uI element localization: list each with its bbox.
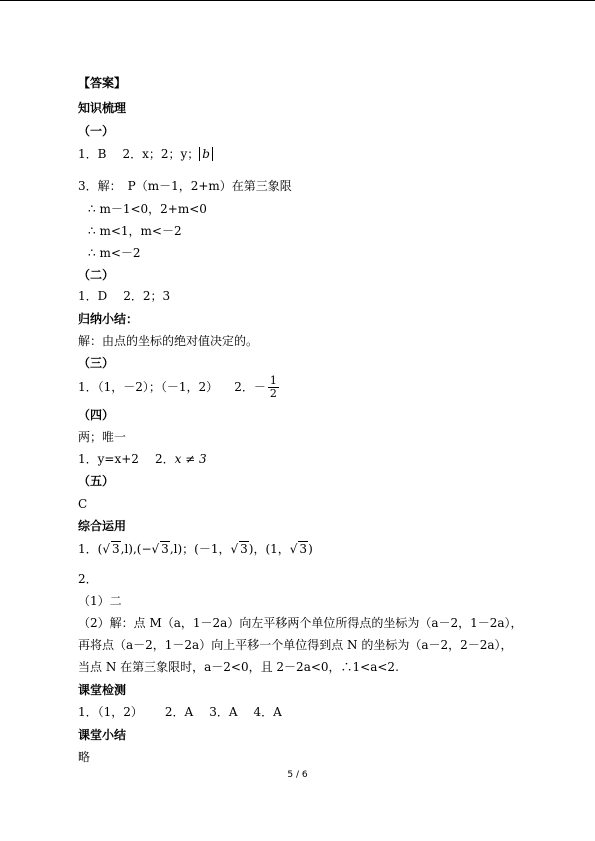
sqrt-value: 3 bbox=[111, 542, 120, 556]
check-answer-3: 3．A bbox=[209, 705, 238, 719]
expr-part: )，(1， bbox=[248, 542, 290, 556]
section-heading-class-summary: 课堂小结 bbox=[78, 728, 127, 742]
part4-answer-2: 2． bbox=[154, 452, 175, 466]
fraction-numerator: 1 bbox=[269, 374, 277, 387]
part-label-2: （二） bbox=[78, 268, 115, 282]
check-answer-1: 1．（1，2） bbox=[78, 705, 143, 719]
part-label-5: （五） bbox=[78, 474, 115, 488]
part2-answer-1: 1．D bbox=[78, 289, 108, 303]
fraction-denominator: 2 bbox=[269, 387, 277, 400]
sqrt-icon: √ bbox=[151, 542, 160, 556]
part3-answers bbox=[78, 375, 279, 400]
application-q2-2c: 当点 N 在第三象限时，a－2<0，且 2－2a<0，∴1<a<2. bbox=[78, 660, 399, 674]
section-heading-summary: 归纳小结： bbox=[78, 312, 139, 326]
inequality-expr: x ≠ 3 bbox=[174, 452, 207, 466]
check-answer-2: 2．A bbox=[164, 705, 194, 719]
part3-answer-2: 2．－ bbox=[234, 380, 266, 394]
sqrt-icon: √ bbox=[289, 542, 298, 556]
part5-answer: C bbox=[78, 497, 88, 511]
application-line-1 bbox=[78, 542, 313, 557]
answer-line-3: 3．解： P（m－1，2+m）在第三象限 bbox=[78, 179, 292, 193]
fraction-one-half bbox=[268, 375, 279, 400]
expr-part: ,l),(− bbox=[120, 542, 152, 556]
expr-part: 1．( bbox=[78, 542, 103, 556]
class-summary-text: 略 bbox=[78, 750, 91, 764]
section-heading-knowledge: 知识梳理 bbox=[78, 101, 127, 115]
section-heading-application: 综合运用 bbox=[78, 519, 127, 533]
check-answers bbox=[78, 705, 282, 720]
part4-answers bbox=[78, 452, 207, 467]
answers-heading: 【答案】 bbox=[78, 76, 127, 90]
answer-1-1: 1．B bbox=[78, 147, 107, 161]
application-q2-1: （1）二 bbox=[78, 594, 122, 608]
part-label-4: （四） bbox=[78, 408, 115, 422]
abs-b: b bbox=[199, 147, 213, 161]
sqrt-icon: √ bbox=[102, 542, 110, 556]
part-label-3: （三） bbox=[78, 356, 115, 370]
sqrt-value: 3 bbox=[161, 542, 169, 556]
application-q2-2b: 再将点（a－2，1－2a）向上平移一个单位得到点 N 的坐标为（a－2，2－2a）， bbox=[78, 638, 513, 652]
page-number: 5 / 6 bbox=[287, 770, 308, 780]
top-border-line bbox=[0, 0, 595, 1]
part-label-1: （一） bbox=[78, 124, 115, 138]
sqrt-value: 3 bbox=[240, 542, 248, 556]
answer-line-1 bbox=[78, 147, 213, 162]
step-line-3: ∴ m<－2 bbox=[88, 246, 141, 260]
expr-part: ) bbox=[308, 542, 313, 556]
sqrt-value: 3 bbox=[299, 542, 308, 556]
application-q2-2a: （2）解：点 M（a，1－2a）向左平移两个单位所得点的坐标为（a－2，1－2a）， bbox=[78, 616, 523, 630]
part2-answers bbox=[78, 289, 170, 304]
sqrt-icon: √ bbox=[230, 542, 239, 556]
part4-answer-1: 1．y=x+2 bbox=[78, 452, 139, 466]
summary-text: 解：由点的坐标的绝对值决定的。 bbox=[78, 334, 259, 348]
section-heading-check: 课堂检测 bbox=[78, 683, 127, 697]
check-answer-4: 4．A bbox=[253, 705, 282, 719]
answer-1-2: 2．x；2；y； bbox=[122, 147, 200, 161]
part4-text: 两；唯一 bbox=[78, 430, 127, 444]
application-q2: 2． bbox=[78, 572, 98, 586]
step-line-1: ∴ m－1<0，2+m<0 bbox=[88, 202, 207, 216]
expr-part: ,l)；(－1， bbox=[169, 542, 231, 556]
part3-answer-1: 1．（1，－2）；（－1，2） bbox=[78, 380, 219, 394]
part2-answer-2: 2．2；3 bbox=[123, 289, 171, 303]
step-line-2: ∴ m<1，m<－2 bbox=[88, 224, 182, 238]
